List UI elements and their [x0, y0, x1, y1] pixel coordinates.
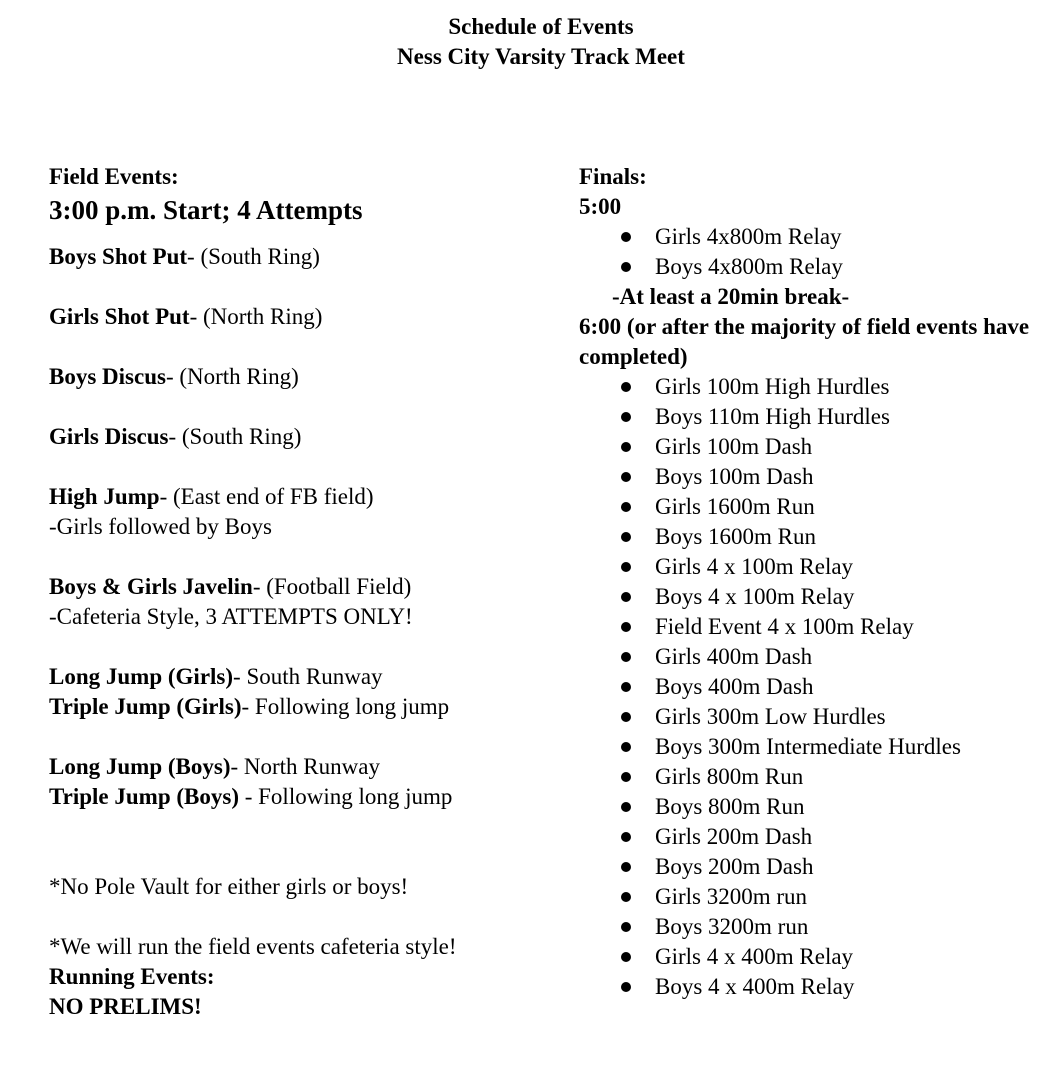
- event-javelin-note: -Cafeteria Style, 3 ATTEMPTS ONLY!: [49, 604, 413, 629]
- list-item: Boys 400m Dash: [579, 672, 1049, 702]
- document-subtitle: Ness City Varsity Track Meet: [397, 44, 685, 69]
- list-item: Girls 300m Low Hurdles: [579, 702, 1049, 732]
- list-item: Boys 4x800m Relay: [579, 252, 1049, 282]
- field-events-heading: Field Events:: [49, 164, 179, 189]
- event-high-jump-note: -Girls followed by Boys: [49, 514, 272, 539]
- finals-column: [579, 162, 1049, 1002]
- list-item: Girls 4x800m Relay: [579, 222, 1049, 252]
- event-girls-shot-put: Girls Shot Put- (North Ring): [49, 304, 323, 329]
- list-item: Boys 110m High Hurdles: [579, 402, 1049, 432]
- finals-group-2: [579, 372, 1049, 1002]
- finals-break: -At least a 20min break-: [612, 284, 850, 309]
- event-javelin: Boys & Girls Javelin- (Football Field): [49, 574, 412, 599]
- list-item: Boys 300m Intermediate Hurdles: [579, 732, 1049, 762]
- document-header: [0, 12, 1058, 72]
- list-item: Boys 4 x 400m Relay: [579, 972, 1049, 1002]
- note-pole-vault: *No Pole Vault for either girls or boys!: [49, 874, 409, 899]
- event-boys-discus: Boys Discus- (North Ring): [49, 364, 299, 389]
- list-item: Boys 800m Run: [579, 792, 1049, 822]
- finals-time-1: 5:00: [579, 194, 622, 219]
- list-item: Girls 1600m Run: [579, 492, 1049, 522]
- finals-time-2: 6:00 (or after the majority of field events have completed): [579, 314, 1030, 369]
- list-item: Boys 100m Dash: [579, 462, 1049, 492]
- event-long-jump-boys: Long Jump (Boys)- North Runway: [49, 754, 380, 779]
- list-item: Boys 3200m run: [579, 912, 1049, 942]
- event-girls-discus: Girls Discus- (South Ring): [49, 424, 302, 449]
- list-item: Girls 100m High Hurdles: [579, 372, 1049, 402]
- list-item: Girls 800m Run: [579, 762, 1049, 792]
- list-item: Girls 3200m run: [579, 882, 1049, 912]
- list-item: Girls 200m Dash: [579, 822, 1049, 852]
- no-prelims-note: NO PRELIMS!: [49, 994, 202, 1019]
- event-triple-jump-girls: Triple Jump (Girls)- Following long jump: [49, 694, 450, 719]
- document-title: Schedule of Events: [448, 14, 634, 39]
- list-item: Field Event 4 x 100m Relay: [579, 612, 1049, 642]
- note-cafeteria: *We will run the field events cafeteria style!: [49, 934, 457, 959]
- event-boys-shot-put: Boys Shot Put- (South Ring): [49, 244, 320, 269]
- event-long-jump-girls: Long Jump (Girls)- South Runway: [49, 664, 383, 689]
- finals-heading: Finals:: [579, 164, 647, 189]
- field-events-column: [49, 162, 559, 1022]
- field-events-start: 3:00 p.m. Start; 4 Attempts: [49, 195, 363, 225]
- event-triple-jump-boys: Triple Jump (Boys) - Following long jump: [49, 784, 453, 809]
- list-item: Girls 100m Dash: [579, 432, 1049, 462]
- finals-group-1: [579, 222, 1049, 282]
- list-item: Boys 200m Dash: [579, 852, 1049, 882]
- list-item: Girls 400m Dash: [579, 642, 1049, 672]
- list-item: Girls 4 x 400m Relay: [579, 942, 1049, 972]
- list-item: Girls 4 x 100m Relay: [579, 552, 1049, 582]
- running-events-heading: Running Events:: [49, 964, 215, 989]
- list-item: Boys 1600m Run: [579, 522, 1049, 552]
- event-high-jump: High Jump- (East end of FB field): [49, 484, 374, 509]
- list-item: Boys 4 x 100m Relay: [579, 582, 1049, 612]
